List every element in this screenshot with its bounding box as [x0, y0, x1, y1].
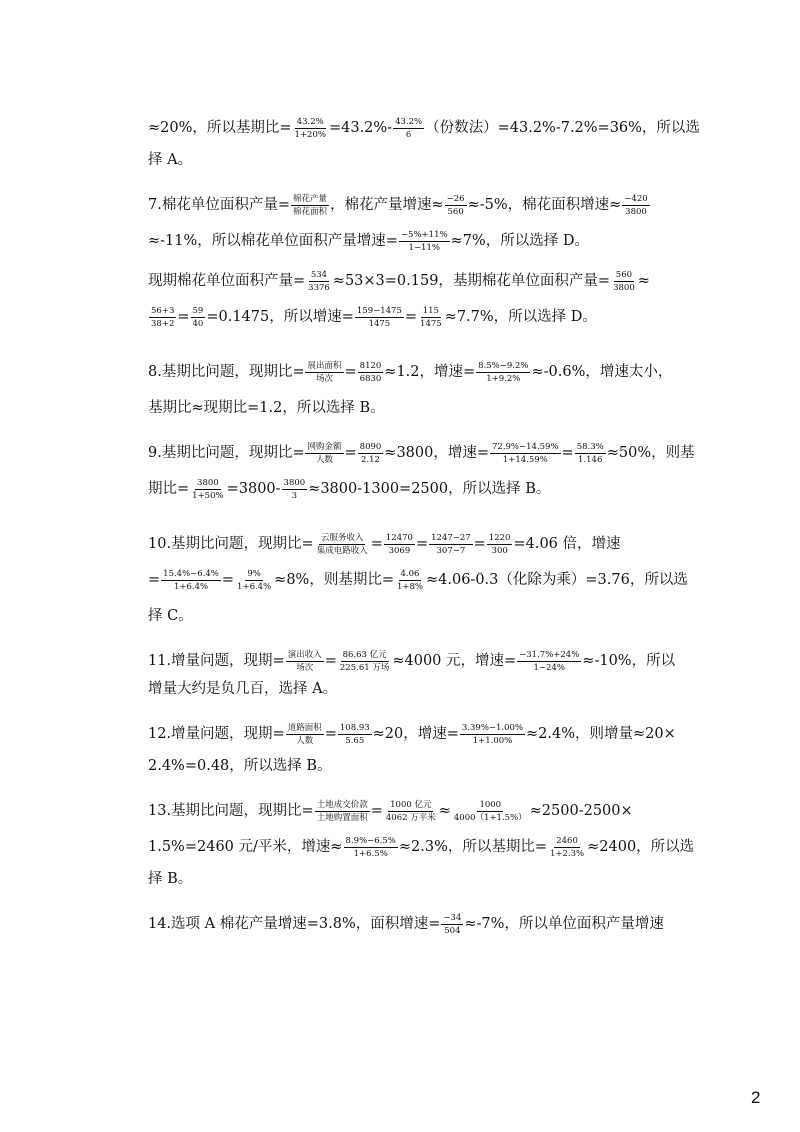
fraction-denominator: 1475: [368, 318, 391, 329]
fraction-numerator: −26: [446, 193, 465, 204]
fraction-numerator: −34: [443, 912, 462, 923]
text-run: =: [148, 572, 161, 588]
fraction-denominator: 棉花面积: [292, 206, 327, 217]
fraction-numerator: 1000: [479, 799, 502, 810]
text-run: ≈3800，增速=: [384, 445, 489, 461]
text-run: 8.基期比问题，现期比=: [148, 364, 305, 380]
fraction: [487, 533, 513, 556]
fraction-denominator: 场次: [296, 662, 314, 673]
fraction-numerator: 15.4%−6.4%: [163, 568, 219, 579]
fraction-denominator: 3376: [308, 282, 330, 293]
fraction-denominator: 1475: [420, 318, 442, 329]
fraction-numerator: −31.7%+24%: [519, 649, 580, 660]
text-run: ≈4000 元，增速=: [392, 653, 517, 669]
fraction: [286, 650, 324, 673]
fraction: [191, 306, 206, 329]
text-run: 9.基期比问题，现期比=: [148, 445, 305, 461]
text-run: ，棉花产量增速≈: [330, 197, 444, 213]
fraction-numerator: −420: [624, 193, 648, 204]
fraction-numerator: 1247−27: [431, 532, 471, 543]
fraction-denominator: 1+2.3%: [550, 848, 585, 859]
text-line: [148, 146, 192, 174]
text-run: ≈-5%，棉花面积增速≈: [467, 197, 622, 213]
text-line: [148, 833, 694, 861]
text-run: ≈1.2，增速=: [384, 364, 476, 380]
fraction-denominator: 2.12: [361, 454, 380, 465]
fraction: [384, 533, 415, 556]
fraction-numerator: 59: [192, 305, 204, 316]
fraction-numerator: 58.3%: [576, 441, 604, 452]
fraction-numerator: 1220: [488, 532, 511, 543]
text-run: =: [324, 726, 337, 742]
text-line: [148, 865, 192, 893]
text-line: [148, 267, 650, 295]
fraction: [161, 569, 221, 592]
fraction-denominator: 1−24%: [533, 662, 565, 673]
text-run: ≈53×3=0.159，基期棉花单位面积产量=: [332, 273, 611, 289]
fraction-denominator: 4000（1+1.5%）: [453, 812, 527, 823]
fraction: [355, 306, 404, 329]
text-line: [148, 358, 672, 386]
fraction: [305, 442, 343, 465]
fraction: [395, 569, 425, 592]
text-run: =: [221, 572, 235, 588]
text-run: =: [473, 536, 486, 552]
text-run: 14.选项 A 棉花产量增速=3.8%，面积增速=: [148, 916, 441, 932]
fraction-numerator: 8.9%−6.5%: [345, 835, 396, 846]
fraction: [358, 442, 384, 465]
fraction: [358, 361, 384, 384]
fraction-denominator: 307−7: [436, 545, 466, 556]
fraction-numerator: 115: [422, 305, 439, 316]
text-line: [148, 647, 675, 675]
fraction-numerator: 云服务收入: [320, 532, 364, 543]
fraction-numerator: 560: [615, 269, 633, 280]
fraction: [315, 533, 370, 556]
text-run: =0.1475，所以增速=: [206, 309, 354, 325]
fraction: [149, 306, 176, 329]
text-line: [148, 475, 550, 503]
fraction-numerator: 1000 亿元: [390, 799, 432, 810]
fraction-denominator: 集成电路收入: [316, 545, 368, 556]
fraction: [315, 800, 370, 823]
fraction: [399, 230, 450, 253]
text-run: 12.增量问题，现期=: [148, 726, 285, 742]
text-run: =4.06 倍，增速: [513, 536, 621, 552]
fraction: [306, 270, 332, 293]
text-line: [148, 797, 633, 825]
fraction-numerator: 8090: [359, 441, 382, 452]
fraction-numerator: 4.06: [400, 568, 420, 579]
fraction-numerator: 159−1475: [356, 305, 402, 316]
text-run: =: [177, 309, 190, 325]
text-line: [148, 227, 589, 255]
text-run: 11.增量问题，现期=: [148, 653, 285, 669]
fraction-denominator: 1+8%: [396, 581, 423, 592]
text-run: 增量大约是负几百，选择 A。: [148, 681, 338, 697]
fraction-numerator: 534: [310, 269, 328, 280]
text-run: ≈50%，则基: [606, 445, 695, 461]
fraction-numerator: 展出面积: [307, 360, 342, 371]
fraction-denominator: 6: [405, 129, 412, 140]
text-run: ≈4.06-0.3（化除为乘）=3.76，所以选: [426, 572, 688, 588]
text-line: [148, 752, 332, 780]
fraction: [293, 117, 328, 140]
fraction-denominator: 300: [491, 545, 508, 556]
text-run: ≈-10%，所以: [582, 653, 676, 669]
fraction-numerator: 8.5%−9.2%: [478, 360, 529, 371]
fraction: [490, 442, 561, 465]
fraction: [622, 194, 649, 217]
text-run: =: [344, 364, 357, 380]
text-run: （份数法）=43.2%-7.2%=36%，所以选: [425, 120, 700, 136]
fraction-numerator: 2460: [556, 835, 578, 846]
fraction-numerator: 12470: [385, 532, 413, 543]
fraction-numerator: 108.93: [339, 722, 370, 733]
fraction: [190, 478, 225, 501]
text-run: ≈20%，所以基期比=: [148, 120, 292, 136]
fraction-numerator: 72.9%−14.59%: [492, 441, 559, 452]
fraction: [344, 836, 398, 859]
fraction-numerator: 9%: [247, 568, 261, 579]
text-run: ≈2500-2500×: [529, 803, 633, 819]
fraction-denominator: 3069: [388, 545, 411, 556]
fraction: [611, 270, 637, 293]
text-run: ≈2.4%，则增量≈20×: [526, 726, 676, 742]
text-line: [148, 675, 337, 703]
fraction: [384, 800, 438, 823]
fraction: [235, 569, 273, 592]
fraction-denominator: 3800: [613, 282, 635, 293]
fraction-denominator: 人数: [296, 735, 314, 746]
text-line: [148, 910, 664, 938]
text-run: ≈-0.6%，增速太小，: [531, 364, 673, 380]
fraction-denominator: 1+1.00%: [472, 735, 513, 746]
text-run: 择 C。: [148, 608, 193, 624]
text-run: =43.2%-: [328, 120, 393, 136]
fraction-denominator: 1−11%: [408, 242, 440, 253]
text-run: ≈3800-1300=2500，所以选择 B。: [308, 481, 551, 497]
fraction-numerator: 8120: [359, 360, 382, 371]
text-run: ≈20，增速=: [372, 726, 459, 742]
text-run: 13.基期比问题，现期比=: [148, 803, 314, 819]
fraction-denominator: 1+20%: [294, 129, 326, 140]
fraction: [291, 194, 329, 217]
fraction-denominator: 38+2: [151, 318, 175, 329]
fraction-numerator: 道路面积: [287, 722, 322, 733]
text-run: 择 B。: [148, 871, 193, 887]
text-line: [148, 530, 621, 558]
fraction-denominator: 40: [192, 318, 204, 329]
fraction: [452, 800, 529, 823]
fraction-denominator: 1+6.4%: [237, 581, 272, 592]
fraction-denominator: 场次: [315, 373, 333, 384]
fraction-numerator: −5%+11%: [400, 229, 448, 240]
fraction-denominator: 人数: [315, 454, 333, 465]
fraction: [441, 913, 463, 936]
fraction-numerator: 3800: [283, 477, 306, 488]
fraction: [305, 361, 343, 384]
text-run: =: [344, 445, 357, 461]
fraction: [575, 442, 606, 465]
text-run: ≈: [438, 803, 451, 819]
text-run: 期比=: [148, 481, 190, 497]
text-line: [148, 191, 651, 219]
text-run: 择 A。: [148, 152, 193, 168]
text-line: [148, 566, 688, 594]
fraction-numerator: 棉花产量: [292, 193, 327, 204]
text-run: ≈7%，所以选择 D。: [450, 233, 589, 249]
fraction-numerator: 43.2%: [395, 116, 423, 127]
fraction-denominator: 1+50%: [192, 490, 224, 501]
fraction-numerator: 3800: [197, 477, 219, 488]
fraction-denominator: 1+14.59%: [502, 454, 548, 465]
fraction: [429, 533, 473, 556]
fraction-numerator: 43.2%: [296, 116, 324, 127]
fraction: [418, 306, 444, 329]
fraction: [282, 478, 308, 501]
text-run: ≈2400，所以选: [587, 839, 695, 855]
text-line: [148, 303, 597, 331]
fraction-numerator: 3.39%−1.00%: [461, 722, 524, 733]
fraction: [286, 723, 324, 746]
text-run: ≈-7%，所以单位面积产量增速: [464, 916, 664, 932]
text-run: =: [561, 445, 574, 461]
text-line: [148, 602, 193, 630]
text-run: 10.基期比问题，现期比=: [148, 536, 314, 552]
text-run: =: [324, 653, 337, 669]
text-run: ≈2.3%，所以基期比=: [398, 839, 547, 855]
fraction-denominator: 1+9.2%: [486, 373, 521, 384]
fraction: [460, 723, 525, 746]
text-run: =: [415, 536, 429, 552]
fraction-denominator: 3: [291, 490, 298, 501]
fraction: [548, 836, 586, 859]
text-run: ≈7.7%，所以选择 D。: [444, 309, 597, 325]
fraction-numerator: 土地成交价款: [316, 799, 368, 810]
fraction-denominator: 土地购置面积: [316, 812, 368, 823]
text-run: 基期比≈现期比=1.2，所以选择 B。: [148, 400, 385, 416]
text-run: 2.4%=0.48，所以选择 B。: [148, 758, 332, 774]
fraction-denominator: 1.146: [578, 454, 603, 465]
fraction-denominator: 504: [444, 925, 461, 936]
text-run: 1.5%=2460 元/平米，增速≈: [148, 839, 343, 855]
fraction-denominator: 5.65: [345, 735, 365, 746]
fraction-denominator: 4062 万平米: [385, 812, 436, 823]
fraction-numerator: 演出收入: [287, 649, 322, 660]
text-run: ≈: [637, 273, 650, 289]
fraction: [476, 361, 530, 384]
text-line: [148, 394, 385, 422]
fraction: [338, 723, 372, 746]
fraction-denominator: 560: [447, 206, 464, 217]
fraction: [517, 650, 581, 673]
text-run: ≈-11%，所以棉花单位面积产量增速=: [148, 233, 398, 249]
fraction-denominator: 1+6.4%: [173, 581, 209, 592]
fraction-denominator: 6830: [359, 373, 382, 384]
fraction-numerator: 56+3: [151, 305, 175, 316]
text-line: [148, 720, 676, 748]
text-run: =3800-: [226, 481, 281, 497]
fraction-numerator: 网购金额: [307, 441, 342, 452]
text-line: [148, 114, 700, 142]
fraction-denominator: 225.61 万场: [339, 662, 390, 673]
text-run: =: [370, 536, 383, 552]
fraction-denominator: 1+6.5%: [353, 848, 388, 859]
fraction-numerator: 86.63 亿元: [342, 649, 387, 660]
fraction: [393, 117, 424, 140]
text-run: 现期棉花单位面积产量=: [148, 273, 306, 289]
text-run: ≈8%，则基期比=: [274, 572, 394, 588]
text-line: [148, 439, 695, 467]
text-run: =: [404, 309, 418, 325]
fraction: [338, 650, 391, 673]
fraction-denominator: 3800: [625, 206, 647, 217]
page-number: 2: [751, 1088, 761, 1107]
text-run: 7.棉花单位面积产量=: [148, 197, 290, 213]
text-run: =: [370, 803, 383, 819]
fraction: [445, 194, 467, 217]
